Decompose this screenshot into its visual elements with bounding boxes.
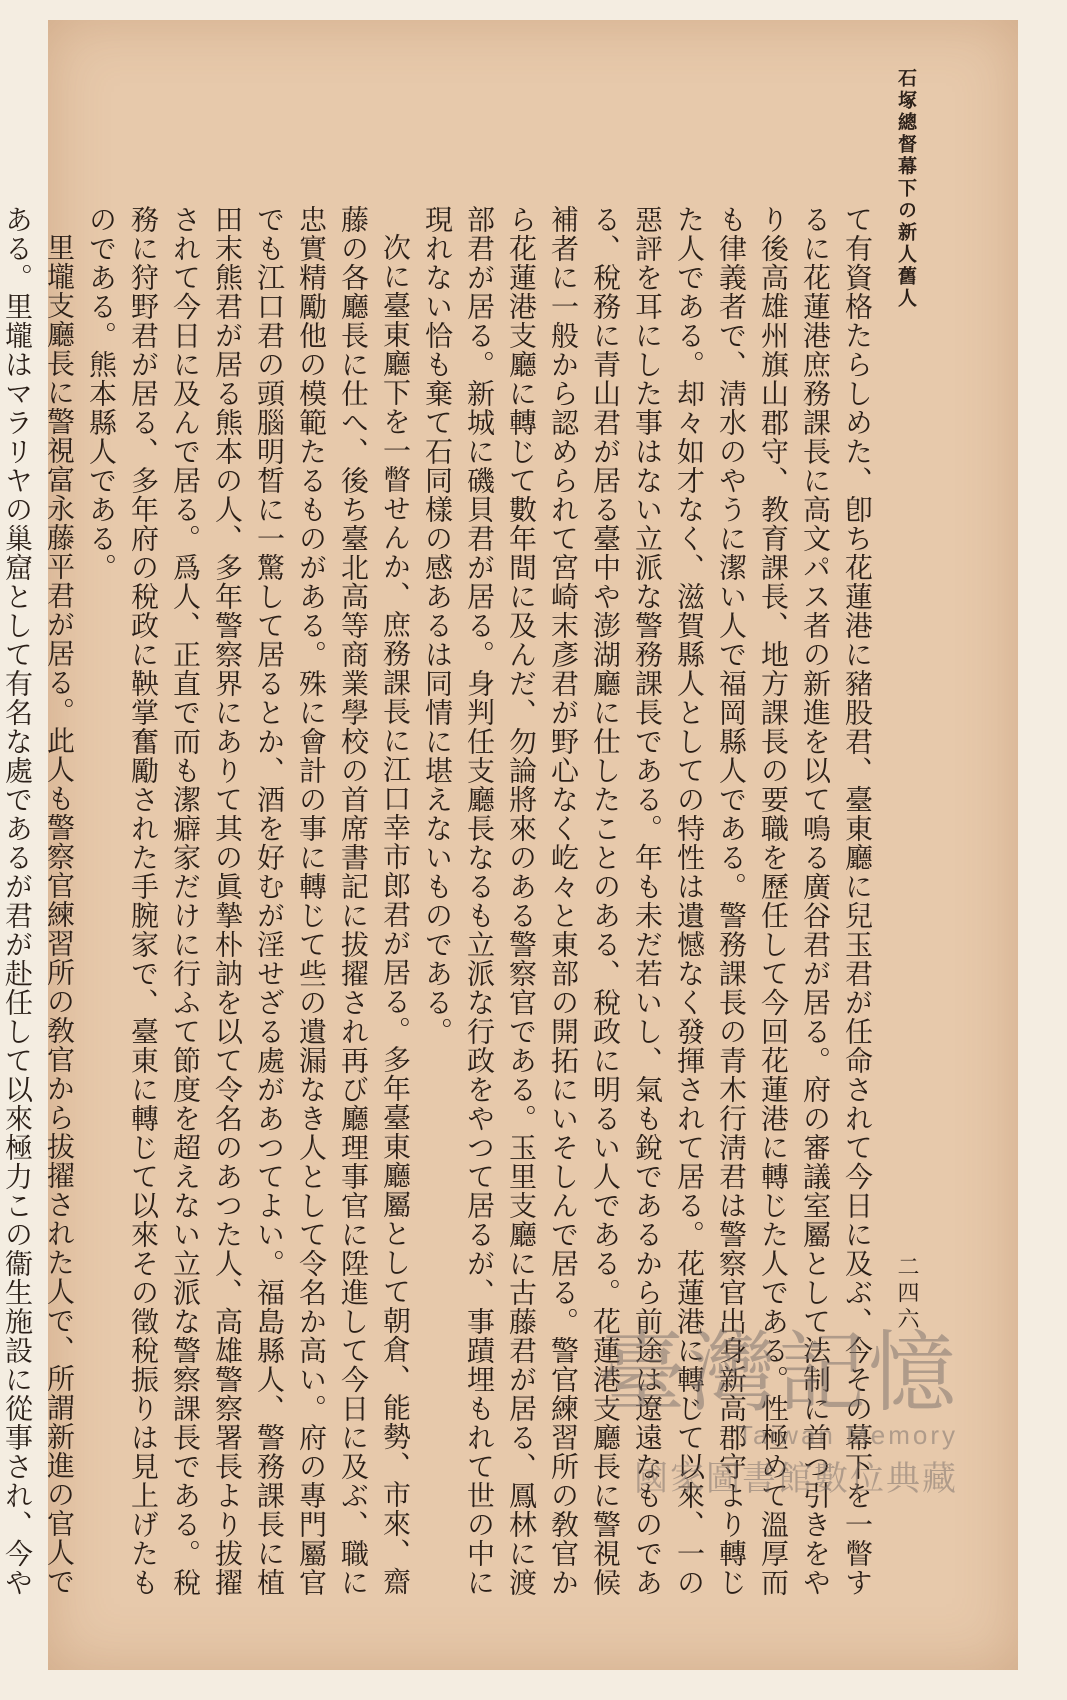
paragraph-3: 里壠支廳長に警視富永藤平君が居る。此人も警察官練習所の敎官から拔擢された人で、所謂新進の官人である。里壠はマラリヤの巢窟として有名な處であるが君が赴任して以來極力この衞生施設に從事され、今や [1, 205, 76, 1597]
watermark-logo: 臺灣記憶 [597, 1321, 958, 1424]
paragraph-2: 次に臺東廳下を一瞥せんか、庶務課長に江口幸市郎君が居る。多年臺東廳屬として朝倉、能勢、市來、齋藤の各廳長に仕へ、後ち臺北高等商業學校の首席書記に拔擢され再び廳理事官に陞進して今日に及ぶ、職に忠實精勵他の模範たるものがある。殊に會計の事に轉じて些の遺漏なき人として令名か高い。府の專門屬官でも江口君の頭腦明晳に一驚して居るとか、酒を好むが淫せざる處があつてよい。福島縣人、警務課長に植田末熊君が居る熊本の人、多年警察界にありて其の眞摯朴訥を以て令名のあつた人、高雄警察署長より拔擢されて今日に及んで居る。爲人、正直で而も潔癖家だけに行ふて節度を超えない立派な警察課長である。稅務に狩野君が居る、多年府の稅政に鞅掌奮勵された手腕家で、臺東に轉じて以來その徵稅振りは見上げたものである。熊本縣人である。 [85, 205, 412, 1597]
book-page [1, 20, 1018, 1670]
watermark [438, 1321, 958, 1500]
paragraph-1: て有資格たらしめた、卽ち花蓮港に豬股君、臺東廳に兒玉君が任命されて今日に及ぶ、今その幕下を一瞥するに花蓮港庶務課長に高文パス者の新進を以て鳴る廣谷君が居る。府の審議室屬として法制に首つ引きをやり後高雄州旗山郡守、教育課長、地方課長の要職を歷任して今回花蓮港に轉じた人である。性極めて溫厚而も律義者で、淸水のやうに潔い人で福岡縣人である。警務課長の青木行淸君は警察官出身新高郡守より轉じた人である。却々如才なく、滋賀縣人としての特性は遺憾なく發揮されて居る。花蓮港に轉じて以來、一の惡評を耳にした事はない立派な警務課長である。年も未だ若いし、氣も銳であるから前途は遼遠なものである、稅務に青山君が居る臺中や澎湖廳に仕したことのある、稅政に明るい人である。花蓮港支廳長に警視候補者に一般から認められて宮崎末彥君が野心なく屹々と東部の開拓にいそしんで居る。警官練習所の敎官から花蓮港支廳に轉じて數年間に及んだ、勿論將來のある警察官である。玉里支廳に古藤君が居る、鳳林に渡部君が居る。新城に磯貝君が居る。身判任支廳長なるも立派な行政をやつて居るが、事蹟埋もれて世の中に現れない恰も棄て石同樣の感あるは同情に堪えないものである。 [421, 205, 874, 1597]
running-header: 石塚總督幕下の新人舊人 [895, 68, 917, 310]
watermark-english: Taiwan Memory [736, 1420, 958, 1450]
page-number: 二四六 [894, 1255, 919, 1333]
watermark-institution: 國家圖書館數位典藏 [634, 1459, 958, 1499]
